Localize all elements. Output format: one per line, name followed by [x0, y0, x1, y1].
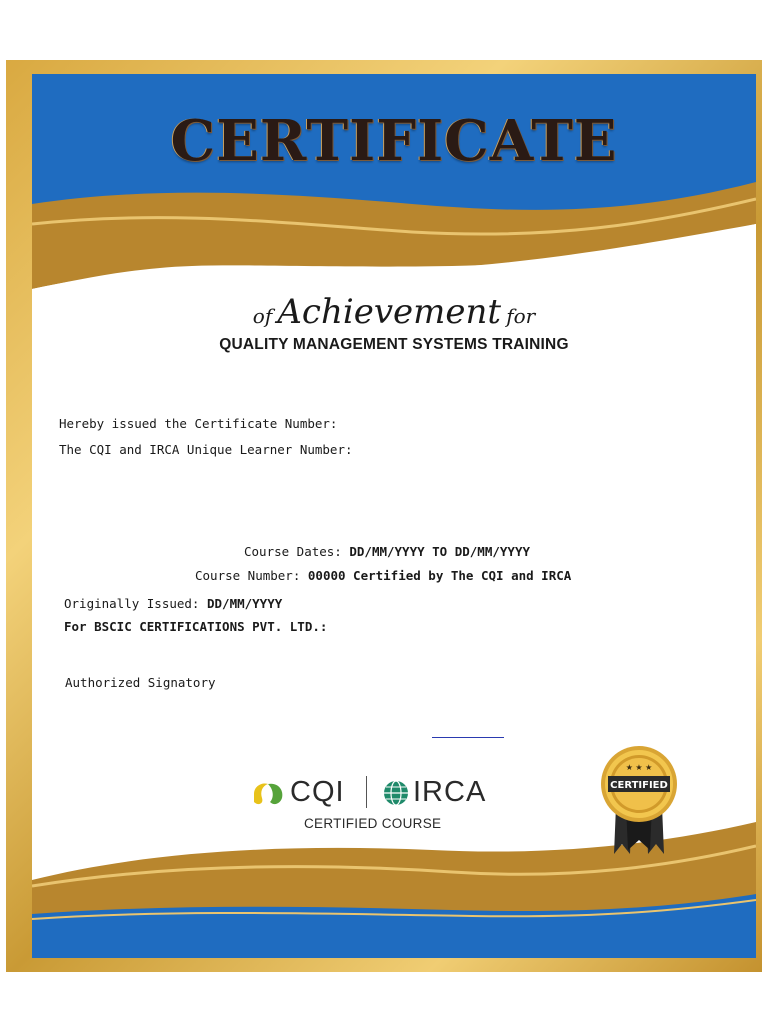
originally-issued-value: DD/MM/YYYY: [207, 596, 283, 611]
badge-text: CERTIFIED: [610, 780, 668, 791]
course-dates-value: DD/MM/YYYY TO DD/MM/YYYY: [349, 544, 530, 559]
issuer-line: For BSCIC CERTIFICATIONS PVT. LTD.:: [64, 619, 328, 634]
course-number-value: 00000 Certified by The CQI and IRCA: [307, 568, 572, 583]
originally-issued: [64, 596, 282, 611]
authorized-signatory: Authorized Signatory: [65, 675, 216, 690]
accreditation-logos: [248, 774, 518, 844]
irca-logo-text: IRCA: [413, 776, 487, 808]
program-name: QUALITY MANAGEMENT SYSTEMS TRAINING: [219, 336, 569, 353]
subtitle-achievement: Achievement: [277, 292, 502, 332]
course-number-label: Course Number:: [195, 568, 301, 583]
globe-icon: [383, 780, 409, 806]
badge-stars: ★ ★ ★: [625, 763, 653, 772]
course-dates: [244, 544, 530, 559]
subtitle-of: of: [252, 304, 273, 328]
cqi-logo-text: CQI: [290, 776, 345, 808]
certificate-frame: [6, 60, 762, 972]
course-number: [195, 568, 571, 583]
course-dates-label: Course Dates:: [244, 544, 342, 559]
certificate-body: [32, 74, 756, 958]
cqi-logo-icon: [248, 780, 288, 808]
certificate-number-label: Hereby issued the Certificate Number:: [59, 416, 338, 431]
certified-seal-badge: [594, 744, 684, 856]
signature-line: [432, 737, 504, 738]
certificate-subtitle: [32, 292, 756, 332]
learner-number-label: The CQI and IRCA Unique Learner Number:: [59, 442, 353, 457]
originally-issued-label: Originally Issued:: [64, 596, 200, 611]
subtitle-for: for: [506, 304, 536, 328]
certificate-title: CERTIFICATE: [170, 108, 618, 174]
certified-course-caption: CERTIFIED COURSE: [304, 816, 442, 831]
logo-divider: [366, 776, 367, 808]
